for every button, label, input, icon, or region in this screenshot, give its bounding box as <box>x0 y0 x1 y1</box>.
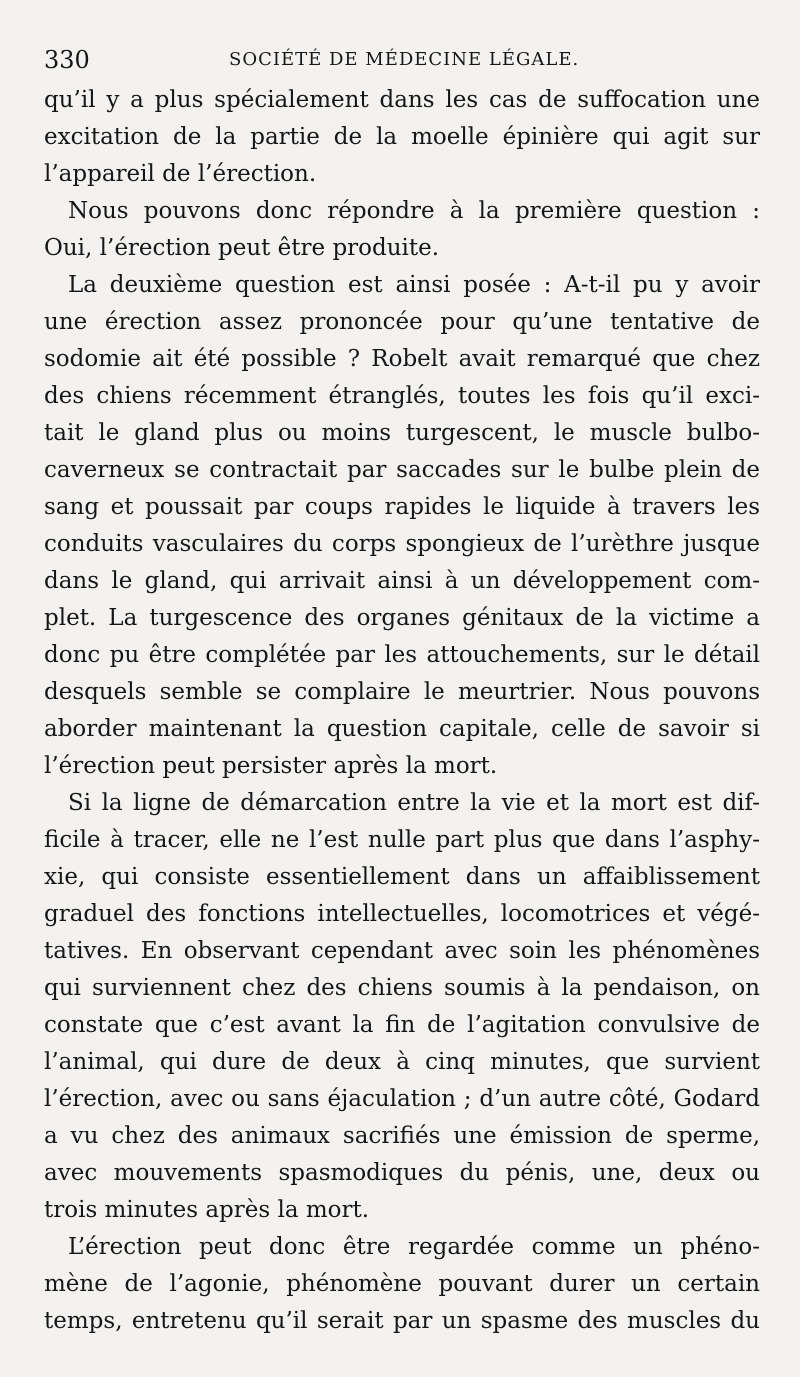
text-line: Si la ligne de démarcation entre la vie et la mort est dif- <box>68 790 760 816</box>
text-line: sodomie ait été possible ? Robelt avait remarqué que chez <box>44 346 760 372</box>
text-line: donc pu être complétée par les attouchements, sur le détail <box>44 642 760 668</box>
text-line: tait le gland plus ou moins turgescent, le muscle bulbo- <box>44 420 760 446</box>
text-line: l’érection peut persister après la mort. <box>44 753 498 779</box>
page-number: 330 <box>44 46 90 74</box>
text-line: Oui, l’érection peut être produite. <box>44 235 440 261</box>
text-line: desquels semble se complaire le meurtrier. Nous pouvons <box>44 679 760 705</box>
text-line: des chiens récemment étranglés, toutes les fois qu’il exci- <box>44 383 760 409</box>
text-line: graduel des fonctions intellectuelles, locomotrices et végé- <box>44 901 760 927</box>
text-line: aborder maintenant la question capitale, celle de savoir si <box>44 716 760 742</box>
text-line: qui surviennent chez des chiens soumis à la pendaison, on <box>44 975 760 1001</box>
text-line: xie, qui consiste essentiellement dans un affaiblissement <box>44 864 760 890</box>
text-line: une érection assez prononcée pour qu’une tentative de <box>44 309 760 335</box>
text-line: tatives. En observant cependant avec soin les phénomènes <box>44 938 760 964</box>
body-text <box>44 82 760 1357</box>
text-line: conduits vasculaires du corps spongieux de l’urèthre jusque <box>44 531 760 557</box>
text-line: temps, entretenu qu’il serait par un spasme des muscles du <box>44 1308 760 1334</box>
text-line: dans le gland, qui arrivait ainsi à un développement com- <box>44 568 760 594</box>
running-head: SOCIÉTÉ DE MÉDECINE LÉGALE. <box>229 49 580 70</box>
text-line: l’animal, qui dure de deux à cinq minutes, que survient <box>44 1049 760 1075</box>
text-line: La deuxième question est ainsi posée : A-t-il pu y avoir <box>68 272 760 298</box>
text-line: L’érection peut donc être regardée comme un phéno- <box>68 1234 760 1260</box>
text-line: qu’il y a plus spécialement dans les cas de suffocation une <box>44 87 760 113</box>
text-line: Nous pouvons donc répondre à la première question : <box>68 198 760 224</box>
page-header <box>44 40 756 80</box>
text-line: l’érection, avec ou sans éjaculation ; d’un autre côté, Godard <box>44 1086 760 1112</box>
text-line: mène de l’agonie, phénomène pouvant durer un certain <box>44 1271 760 1297</box>
text-line: ficile à tracer, elle ne l’est nulle part plus que dans l’asphy- <box>44 827 760 853</box>
text-line: constate que c’est avant la fin de l’agitation convulsive de <box>44 1012 760 1038</box>
text-line: l’appareil de l’érection. <box>44 161 317 187</box>
text-line: plet. La turgescence des organes génitaux de la victime a <box>44 605 760 631</box>
text-line: trois minutes après la mort. <box>44 1197 370 1223</box>
text-line: excitation de la partie de la moelle épinière qui agit sur <box>44 124 760 150</box>
text-line: caverneux se contractait par saccades sur le bulbe plein de <box>44 457 760 483</box>
text-line: avec mouvements spasmodiques du pénis, une, deux ou <box>44 1160 760 1186</box>
text-line: sang et poussait par coups rapides le liquide à travers les <box>44 494 760 520</box>
text-line: a vu chez des animaux sacrifiés une émission de sperme, <box>44 1123 760 1149</box>
